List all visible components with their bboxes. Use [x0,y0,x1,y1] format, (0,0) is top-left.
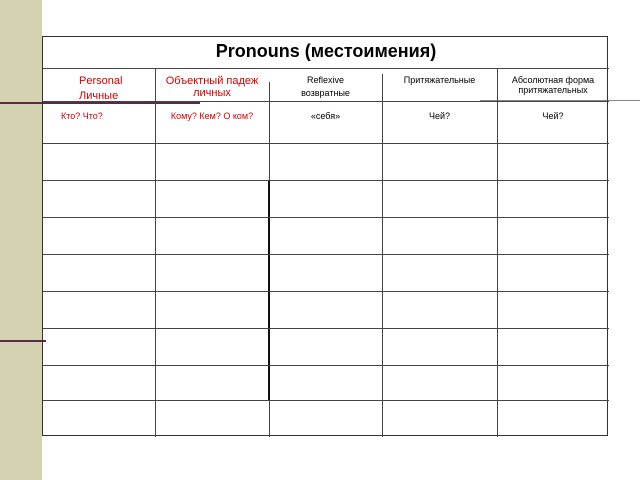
col5-header-line2: притяжательных [518,85,588,95]
header-divider [382,101,497,102]
col3-header-line2: возвратные [301,88,350,98]
accent-line-bottom [0,340,46,342]
column-divider [497,68,498,437]
col2-header-line2: личных [193,87,231,99]
col1-header-line1: Personal [79,75,123,87]
row-divider [43,328,609,329]
row-divider [43,217,609,218]
column-divider [155,68,156,437]
col4-question: Чей? [428,111,451,121]
col3-header-line1: Reflexive [306,75,344,85]
title-divider [43,68,609,69]
header-divider [269,101,382,102]
row-divider [43,365,609,366]
column-divider [382,74,383,437]
pronouns-table [42,36,608,436]
col5-question: Чей? [542,111,564,121]
row-divider [43,291,609,292]
decorative-side-bar [0,0,42,480]
row-divider [43,143,609,144]
row-divider [43,400,609,401]
col2-question: Кому? Кем? О ком? [170,111,254,121]
col5-header-line1: Абсолютная форма [511,75,595,85]
row-divider [43,180,609,181]
header-divider [497,101,609,102]
col4-header-line1: Притяжательные [403,75,476,85]
col3-question: «себя» [310,111,341,121]
table-title: Pronouns (местоимения) [215,41,437,61]
col1-header-line2: Личные [79,90,119,102]
row-divider [43,254,609,255]
col2-header-line1: Объектный падеж [165,75,259,87]
header-divider [155,101,269,102]
col1-question: Кто? Что? [61,111,103,121]
